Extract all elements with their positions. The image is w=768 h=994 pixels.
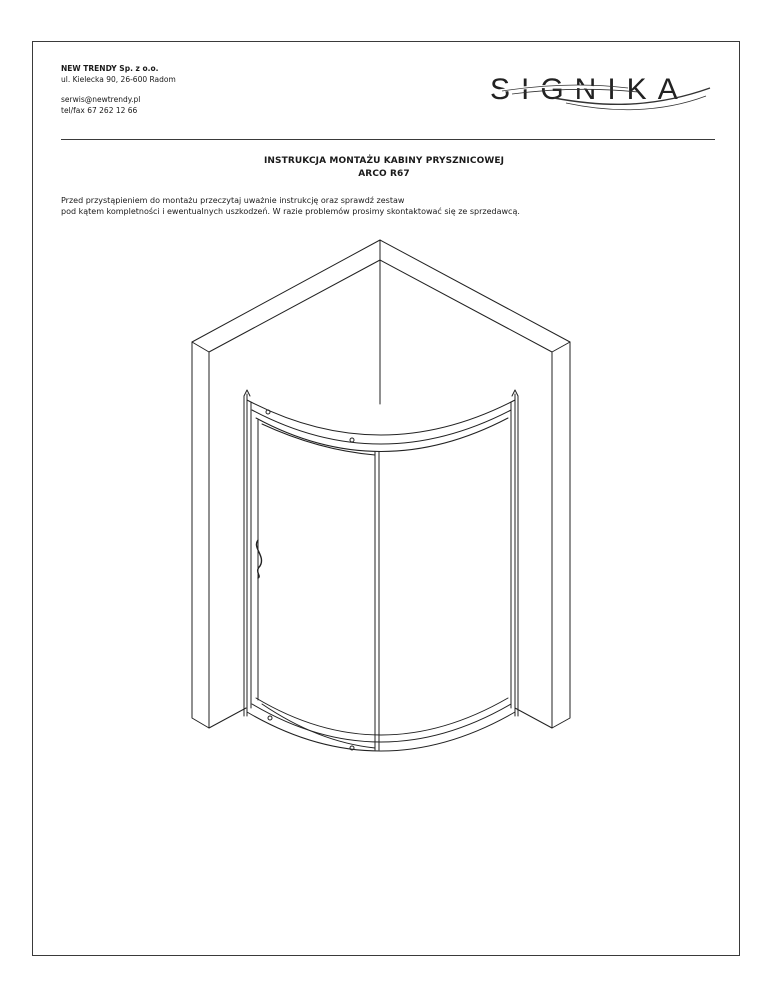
shower-cabin (244, 390, 518, 751)
title-line-2: ARCO R67 (358, 169, 410, 179)
header-divider (61, 139, 715, 140)
company-info (61, 64, 176, 116)
title-line-1: INSTRUKCJA MONTAŻU KABINY PRYSZNICOWEJ (263, 156, 505, 166)
company-phone: tel/fax 67 262 12 66 (61, 105, 138, 115)
intro-line-1: Przed przystąpieniem do montażu przeczytaj uważnie instrukcję oraz sprawdź zestaw (61, 196, 405, 205)
signika-logo (488, 62, 720, 122)
intro-text (61, 195, 721, 217)
wall-outline (192, 240, 570, 728)
company-name: NEW TRENDY Sp. z o.o. (61, 64, 159, 73)
intro-line-2: pod kątem kompletności i ewentualnych uszkodzeń. W razie problemów prosimy skontaktować się ze sprzedawcą. (61, 207, 520, 216)
svg-text:SIGNIKA: SIGNIKA (490, 73, 689, 106)
company-address: ul. Kielecka 90, 26-600 Radom (61, 74, 176, 84)
company-email: serwis@newtrendy.pl (61, 95, 141, 104)
document-title (0, 155, 768, 181)
shower-cabin-drawing (180, 234, 580, 764)
